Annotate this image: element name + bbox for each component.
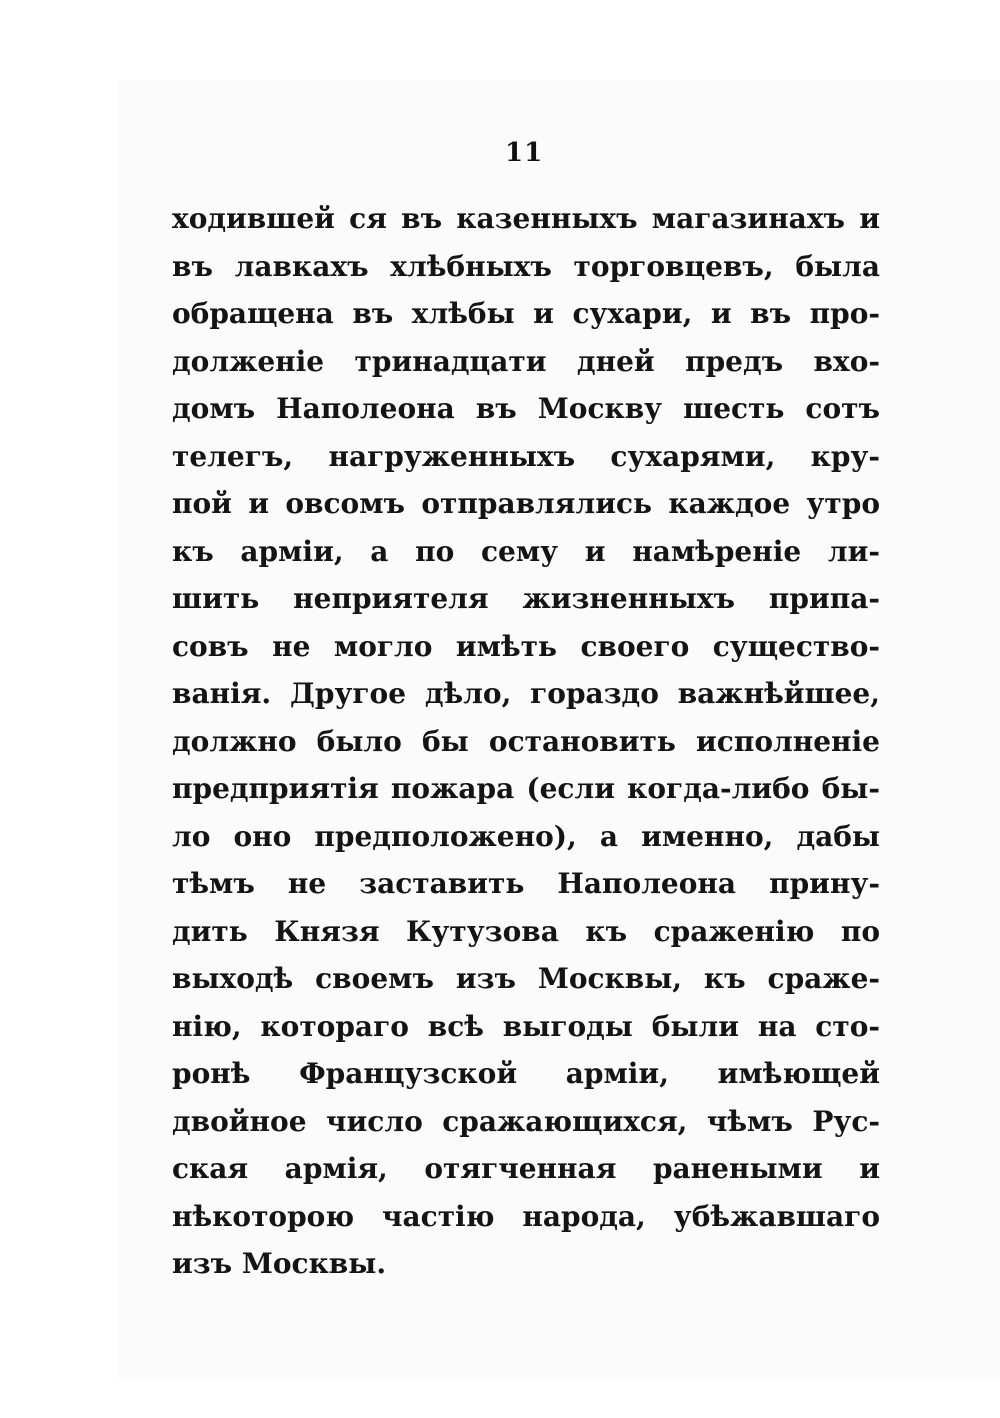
- text-line: ло оно предположено), а именно, дабы: [172, 819, 880, 853]
- text-line: нію, котораго всѣ выгоды были на сто-: [172, 1009, 880, 1043]
- page-number: 11: [505, 138, 544, 168]
- text-line: телегъ, нагруженныхъ сухарями, кру-: [172, 439, 880, 473]
- text-line: шить неприятеля жизненныхъ припа-: [172, 582, 880, 615]
- text-line: обращена въ хлѣбы и сухари, и въ про-: [172, 297, 880, 330]
- text-line: долженіе тринадцати дней предъ вхо-: [172, 344, 880, 378]
- body-text: [172, 195, 880, 1288]
- text-line: ронѣ Французской арміи, имѣющей: [172, 1057, 880, 1090]
- text-line: домъ Наполеона въ Москву шесть сотъ: [172, 392, 880, 425]
- text-line: ская армія, отягченная ранеными и: [172, 1152, 880, 1185]
- text-line: къ арміи, а по сему и намѣреніе ли-: [172, 534, 880, 568]
- text-line: нѣкоторою частію народа, убѣжавшаго: [172, 1199, 880, 1233]
- text-line: пой и овсомъ отправлялись каждое утро: [172, 487, 880, 520]
- text-line: выходѣ своемъ изъ Москвы, къ сраже-: [172, 962, 880, 995]
- text-line: дить Князя Кутузова къ сраженію по: [172, 914, 880, 948]
- text-line: ходившей ся въ казенныхъ магазинахъ и: [172, 202, 880, 235]
- text-line: ванія. Другое дѣло, гораздо важнѣйшее,: [172, 677, 880, 710]
- text-line: предприятія пожара (если когда-либо бы-: [172, 772, 880, 805]
- text-line: должно было бы остановить исполненіе: [172, 724, 880, 758]
- text-line: въ лавкахъ хлѣбныхъ торговцевъ, была: [172, 249, 880, 283]
- text-line: совъ не могло имѣть своего существо-: [172, 629, 880, 663]
- text-line: двойное число сражающихся, чѣмъ Рус-: [172, 1104, 880, 1138]
- text-line: изъ Москвы.: [172, 1247, 387, 1280]
- text-line: тѣмъ не заставить Наполеона прину-: [172, 867, 880, 900]
